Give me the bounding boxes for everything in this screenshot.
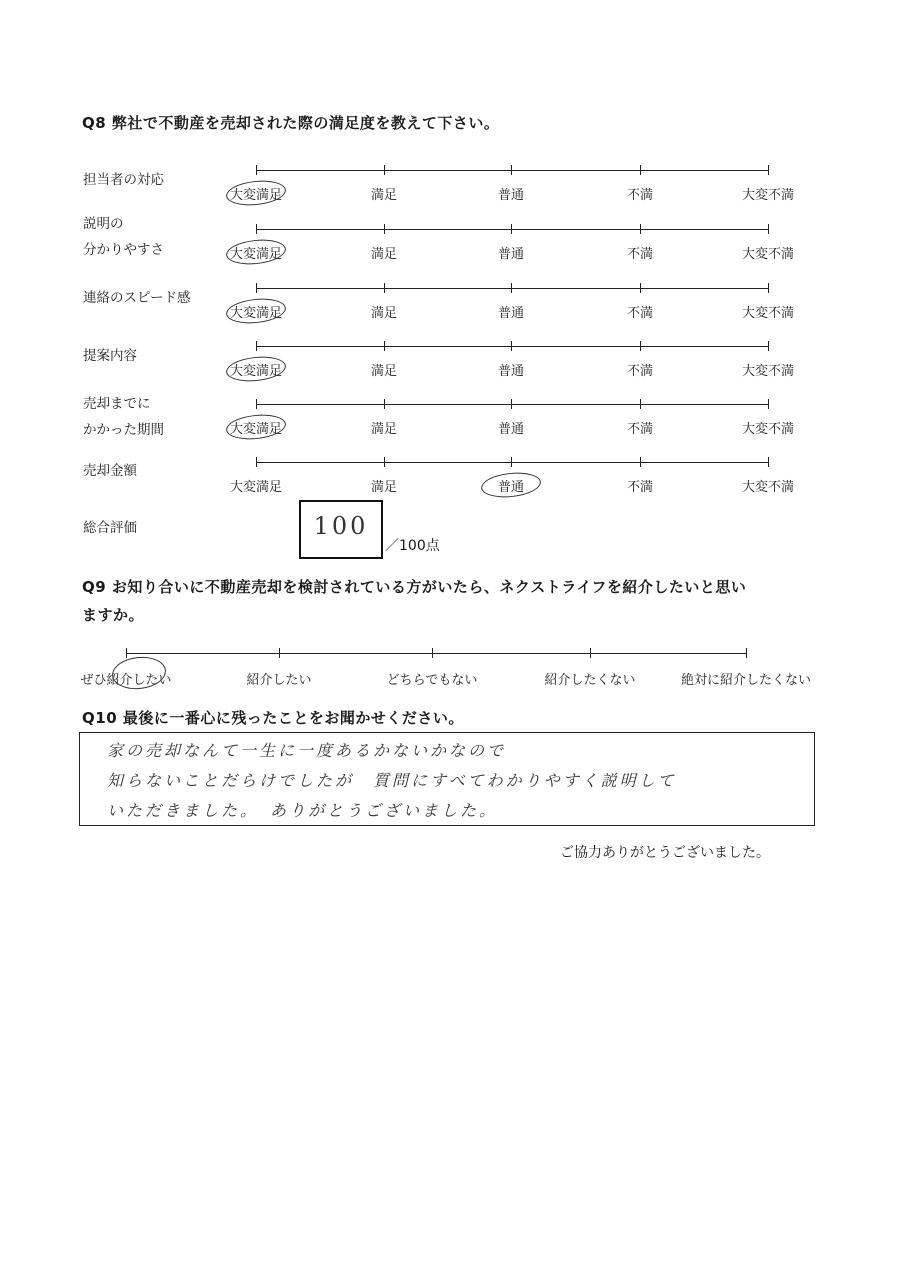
q8-scale-line <box>256 346 768 347</box>
q8-scale-line <box>256 404 768 405</box>
q8-scale-tick <box>511 224 512 234</box>
q8-scale-tick <box>384 224 385 234</box>
selected-circle-mark <box>225 178 287 208</box>
selected-circle-mark <box>225 412 287 442</box>
q8-row-label-line2: 分かりやすさ <box>83 242 164 258</box>
q8-scale-tick <box>511 283 512 293</box>
q8-row-label-line2: かかった期間 <box>83 422 164 438</box>
q10-answer-line-2: 知らないことだらけでしたが 質問にすべてわかりやすく説明して <box>107 771 677 790</box>
q8-option[interactable]: 満足 <box>370 247 398 262</box>
overall-score-box[interactable] <box>299 500 383 559</box>
q8-option[interactable]: 大変満足 <box>229 188 283 203</box>
q8-option[interactable]: 大変満足 <box>229 480 283 495</box>
q8-option[interactable]: 普通 <box>497 422 525 437</box>
q9-scale-tick <box>746 648 747 658</box>
q8-scale-tick <box>640 341 641 351</box>
q8-option[interactable]: 不満 <box>626 480 654 495</box>
q8-scale-tick <box>511 457 512 467</box>
q8-scale-tick <box>256 224 257 234</box>
q9-option[interactable]: 絶対に紹介したくない <box>680 673 812 688</box>
q8-option[interactable]: 不満 <box>626 364 654 379</box>
q8-scale-tick <box>640 283 641 293</box>
q10-title: Q10 最後に一番心に残ったことをお聞かせください。 <box>82 709 464 727</box>
q8-option[interactable]: 不満 <box>626 422 654 437</box>
q8-scale-tick <box>256 283 257 293</box>
q8-scale-tick <box>640 165 641 175</box>
q8-scale-tick <box>640 399 641 409</box>
q8-option[interactable]: 大変不満 <box>741 306 795 321</box>
q8-scale-line <box>256 170 768 171</box>
q8-scale-tick <box>768 224 769 234</box>
q8-scale-tick <box>511 341 512 351</box>
q8-option[interactable]: 大変不満 <box>741 364 795 379</box>
q8-option[interactable]: 普通 <box>497 306 525 321</box>
q8-scale-tick <box>768 165 769 175</box>
q8-option[interactable]: 大変満足 <box>229 247 283 262</box>
q8-option[interactable]: 普通 <box>497 247 525 262</box>
selected-circle-mark <box>225 354 287 384</box>
q8-option[interactable]: 大変満足 <box>229 306 283 321</box>
q8-row-label: 提案内容 <box>83 348 137 364</box>
q8-option[interactable]: 大変不満 <box>741 247 795 262</box>
q8-option[interactable]: 大変満足 <box>229 422 283 437</box>
q8-option[interactable]: 不満 <box>626 306 654 321</box>
q8-scale-tick <box>640 224 641 234</box>
q8-row-label: 担当者の対応 <box>83 172 164 188</box>
q8-option[interactable]: 不満 <box>626 247 654 262</box>
q8-scale-tick <box>256 457 257 467</box>
q9-scale-line <box>126 653 746 654</box>
q8-scale-tick <box>768 283 769 293</box>
q8-scale-tick <box>768 341 769 351</box>
q8-title: Q8 弊社で不動産を売却された際の満足度を教えて下さい。 <box>82 114 500 132</box>
q8-scale-tick <box>511 165 512 175</box>
q8-scale-tick <box>640 457 641 467</box>
q8-row-label: 売却金額 <box>83 463 137 479</box>
q8-row-label: 連絡のスピード感 <box>83 290 191 306</box>
q8-scale-line <box>256 229 768 230</box>
q8-scale-tick <box>384 457 385 467</box>
q8-scale-tick <box>384 165 385 175</box>
q10-answer-line-3: いただきました。 ありがとうございました。 <box>107 801 499 820</box>
q9-title-line1: Q9 お知り合いに不動産売却を検討されている方がいたら、ネクストライフを紹介したいと思い <box>82 578 747 596</box>
q8-scale-tick <box>384 399 385 409</box>
q8-scale-tick <box>768 399 769 409</box>
q8-scale-tick <box>256 341 257 351</box>
q9-title-line2: ますか。 <box>82 606 145 624</box>
q8-scale-tick <box>511 399 512 409</box>
selected-circle-mark <box>225 237 287 267</box>
q8-option[interactable]: 大変不満 <box>741 422 795 437</box>
q8-row-label: 説明の <box>83 216 124 232</box>
q8-scale-tick <box>384 283 385 293</box>
q9-option[interactable]: 紹介したい <box>246 673 312 688</box>
overall-score-suffix: ／100点 <box>385 538 440 554</box>
q8-option[interactable]: 大変満足 <box>229 364 283 379</box>
q8-option[interactable]: 満足 <box>370 188 398 203</box>
q8-option[interactable]: 満足 <box>370 422 398 437</box>
q8-option[interactable]: 普通 <box>497 364 525 379</box>
q9-scale-tick <box>432 648 433 658</box>
selected-circle-mark <box>480 470 542 500</box>
q8-scale-tick <box>768 457 769 467</box>
overall-score-value: 100 <box>313 512 369 540</box>
q9-scale-tick <box>590 648 591 658</box>
q8-scale-line <box>256 288 768 289</box>
q8-option[interactable]: 満足 <box>370 306 398 321</box>
q8-option[interactable]: 大変不満 <box>741 480 795 495</box>
q8-scale-line <box>256 462 768 463</box>
q9-scale-tick <box>279 648 280 658</box>
q9-option[interactable]: ぜひ紹介したい <box>80 673 172 688</box>
q9-option[interactable]: どちらでもない <box>386 673 478 688</box>
q8-option[interactable]: 普通 <box>497 480 525 495</box>
q8-scale-tick <box>256 165 257 175</box>
q9-option[interactable]: 紹介したくない <box>544 673 636 688</box>
selected-circle-mark <box>225 296 287 326</box>
overall-label: 総合評価 <box>83 520 137 536</box>
q8-row-label: 売却までに <box>83 396 151 412</box>
q8-option[interactable]: 満足 <box>370 364 398 379</box>
q8-option[interactable]: 満足 <box>370 480 398 495</box>
q8-scale-tick <box>384 341 385 351</box>
q8-option[interactable]: 不満 <box>626 188 654 203</box>
q8-option[interactable]: 大変不満 <box>741 188 795 203</box>
q8-scale-tick <box>256 399 257 409</box>
q10-answer-line-1: 家の売却なんて一生に一度あるかないかなので <box>107 741 507 760</box>
q8-option[interactable]: 普通 <box>497 188 525 203</box>
thanks-message: ご協力ありがとうございました。 <box>560 845 770 861</box>
q9-scale-tick <box>126 648 127 658</box>
